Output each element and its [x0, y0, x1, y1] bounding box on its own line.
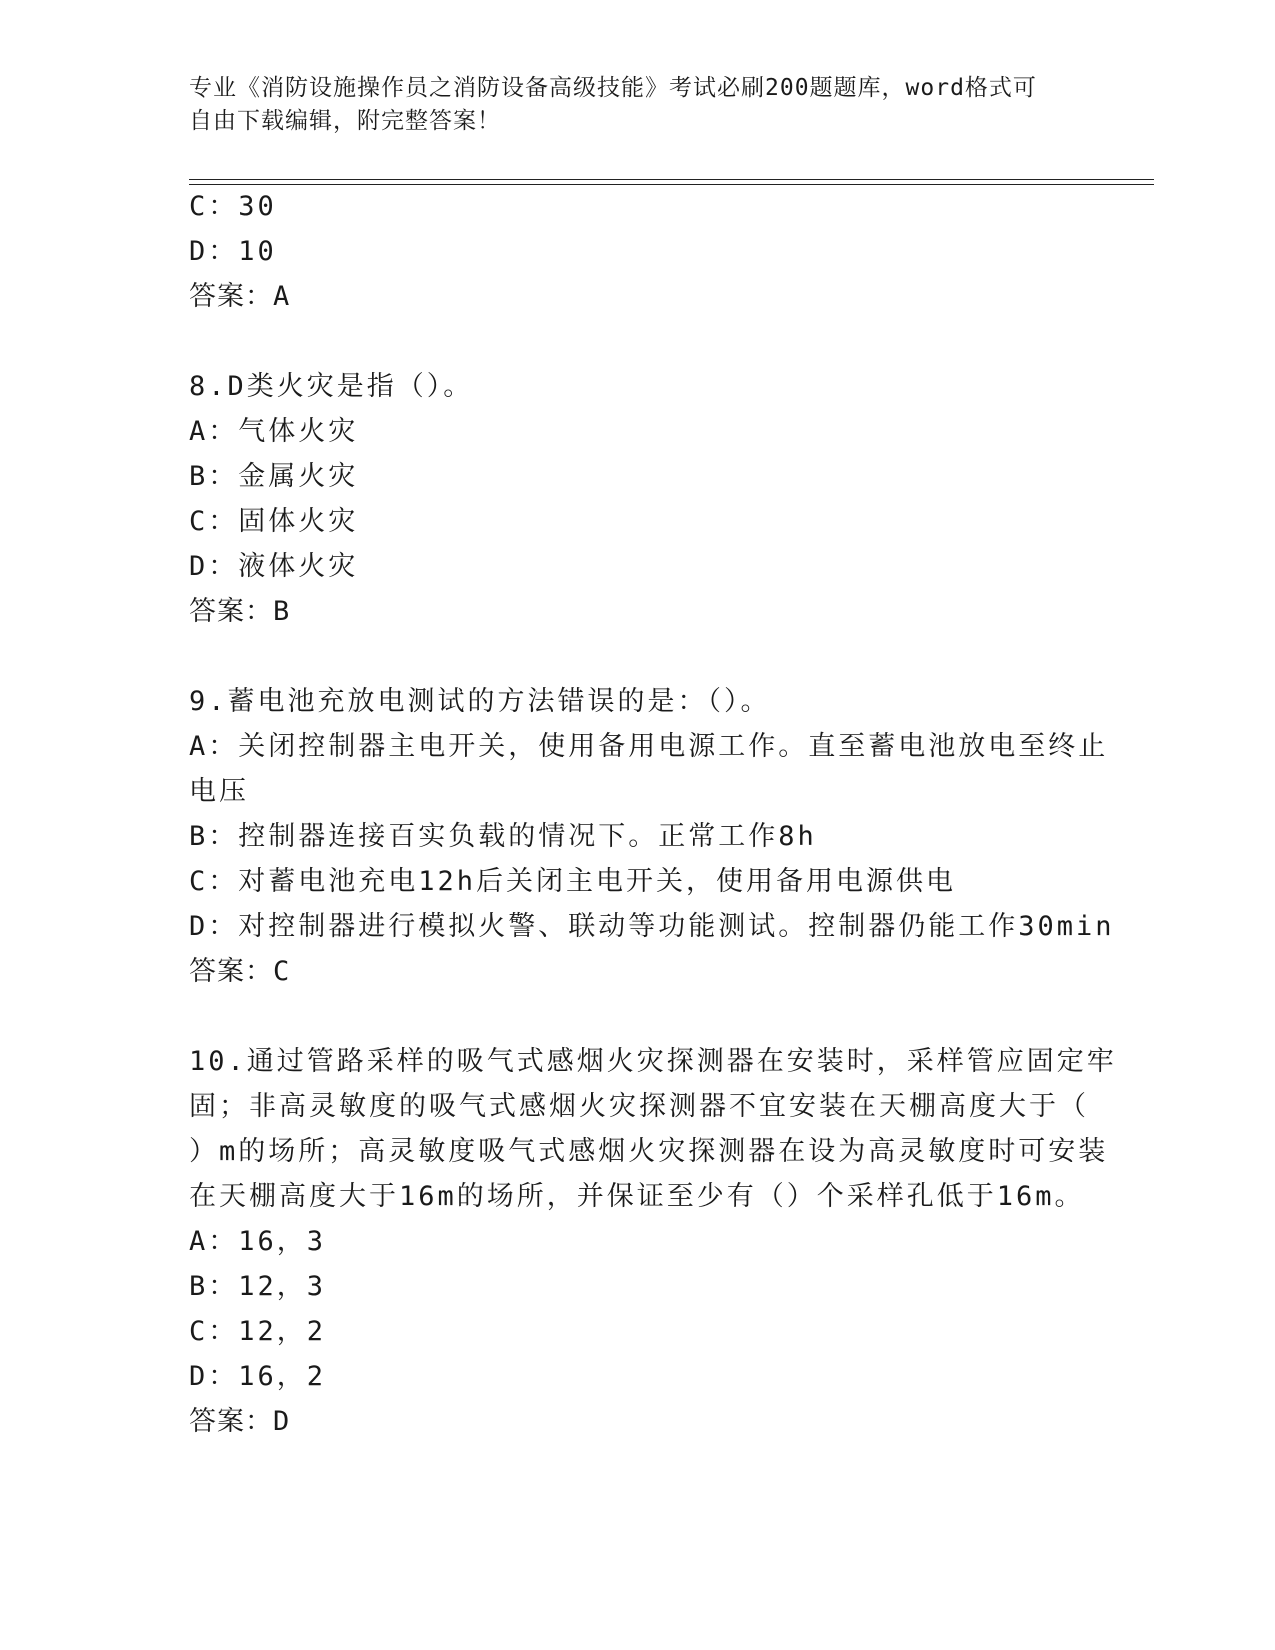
q10-option-d: D：16，2 [189, 1361, 327, 1392]
q9-option-a-line2: 电压 [189, 776, 249, 807]
header-rule-top [189, 179, 1154, 180]
q8-option-d: D：液体火灾 [189, 551, 359, 582]
header-line-1: 专业《消防设施操作员之消防设备高级技能》考试必刷200题题库，word格式可 [189, 75, 1037, 101]
header-line-2: 自由下载编辑，附完整答案！ [189, 108, 501, 134]
document-header [189, 72, 1089, 138]
q9-stem: 9.蓄电池充放电测试的方法错误的是：（）。 [189, 686, 771, 717]
q10-option-b: B：12，3 [189, 1271, 327, 1302]
q9-option-b: B：控制器连接百实负载的情况下。正常工作8h [189, 821, 817, 852]
q8-stem: 8.D类火灾是指（）。 [189, 371, 474, 402]
q10-answer: 答案：D [189, 1406, 291, 1437]
q9-option-d: D：对控制器进行模拟火警、联动等功能测试。控制器仍能工作30min [189, 911, 1115, 942]
q8-option-a: A：气体火灾 [189, 416, 359, 447]
q8-option-c: C：固体火灾 [189, 506, 359, 537]
prev-answer: 答案：A [189, 281, 291, 312]
prev-option-c: C：30 [189, 191, 277, 222]
q9-option-c: C：对蓄电池充电12h后关闭主电开关，使用备用电源供电 [189, 866, 957, 897]
q8-answer: 答案：B [189, 596, 291, 627]
q10-stem-line3: ）m的场所；高灵敏度吸气式感烟火灾探测器在设为高灵敏度时可安装 [189, 1136, 1109, 1167]
q10-option-a: A：16，3 [189, 1226, 327, 1257]
q8-option-b: B：金属火灾 [189, 461, 359, 492]
header-rule-bottom [189, 184, 1154, 185]
q9-answer: 答案：C [189, 956, 291, 987]
q10-stem-line1: 10.通过管路采样的吸气式感烟火灾探测器在安装时，采样管应固定牢 [189, 1046, 1117, 1077]
q10-stem-line4: 在天棚高度大于16m的场所，并保证至少有（）个采样孔低于16m。 [189, 1181, 1085, 1212]
q10-option-c: C：12，2 [189, 1316, 327, 1347]
q9-option-a-line1: A：关闭控制器主电开关，使用备用电源工作。直至蓄电池放电至终止 [189, 731, 1109, 762]
q10-stem-line2: 固；非高灵敏度的吸气式感烟火灾探测器不宜安装在天棚高度大于（ [189, 1091, 1089, 1122]
prev-option-d: D：10 [189, 236, 277, 267]
